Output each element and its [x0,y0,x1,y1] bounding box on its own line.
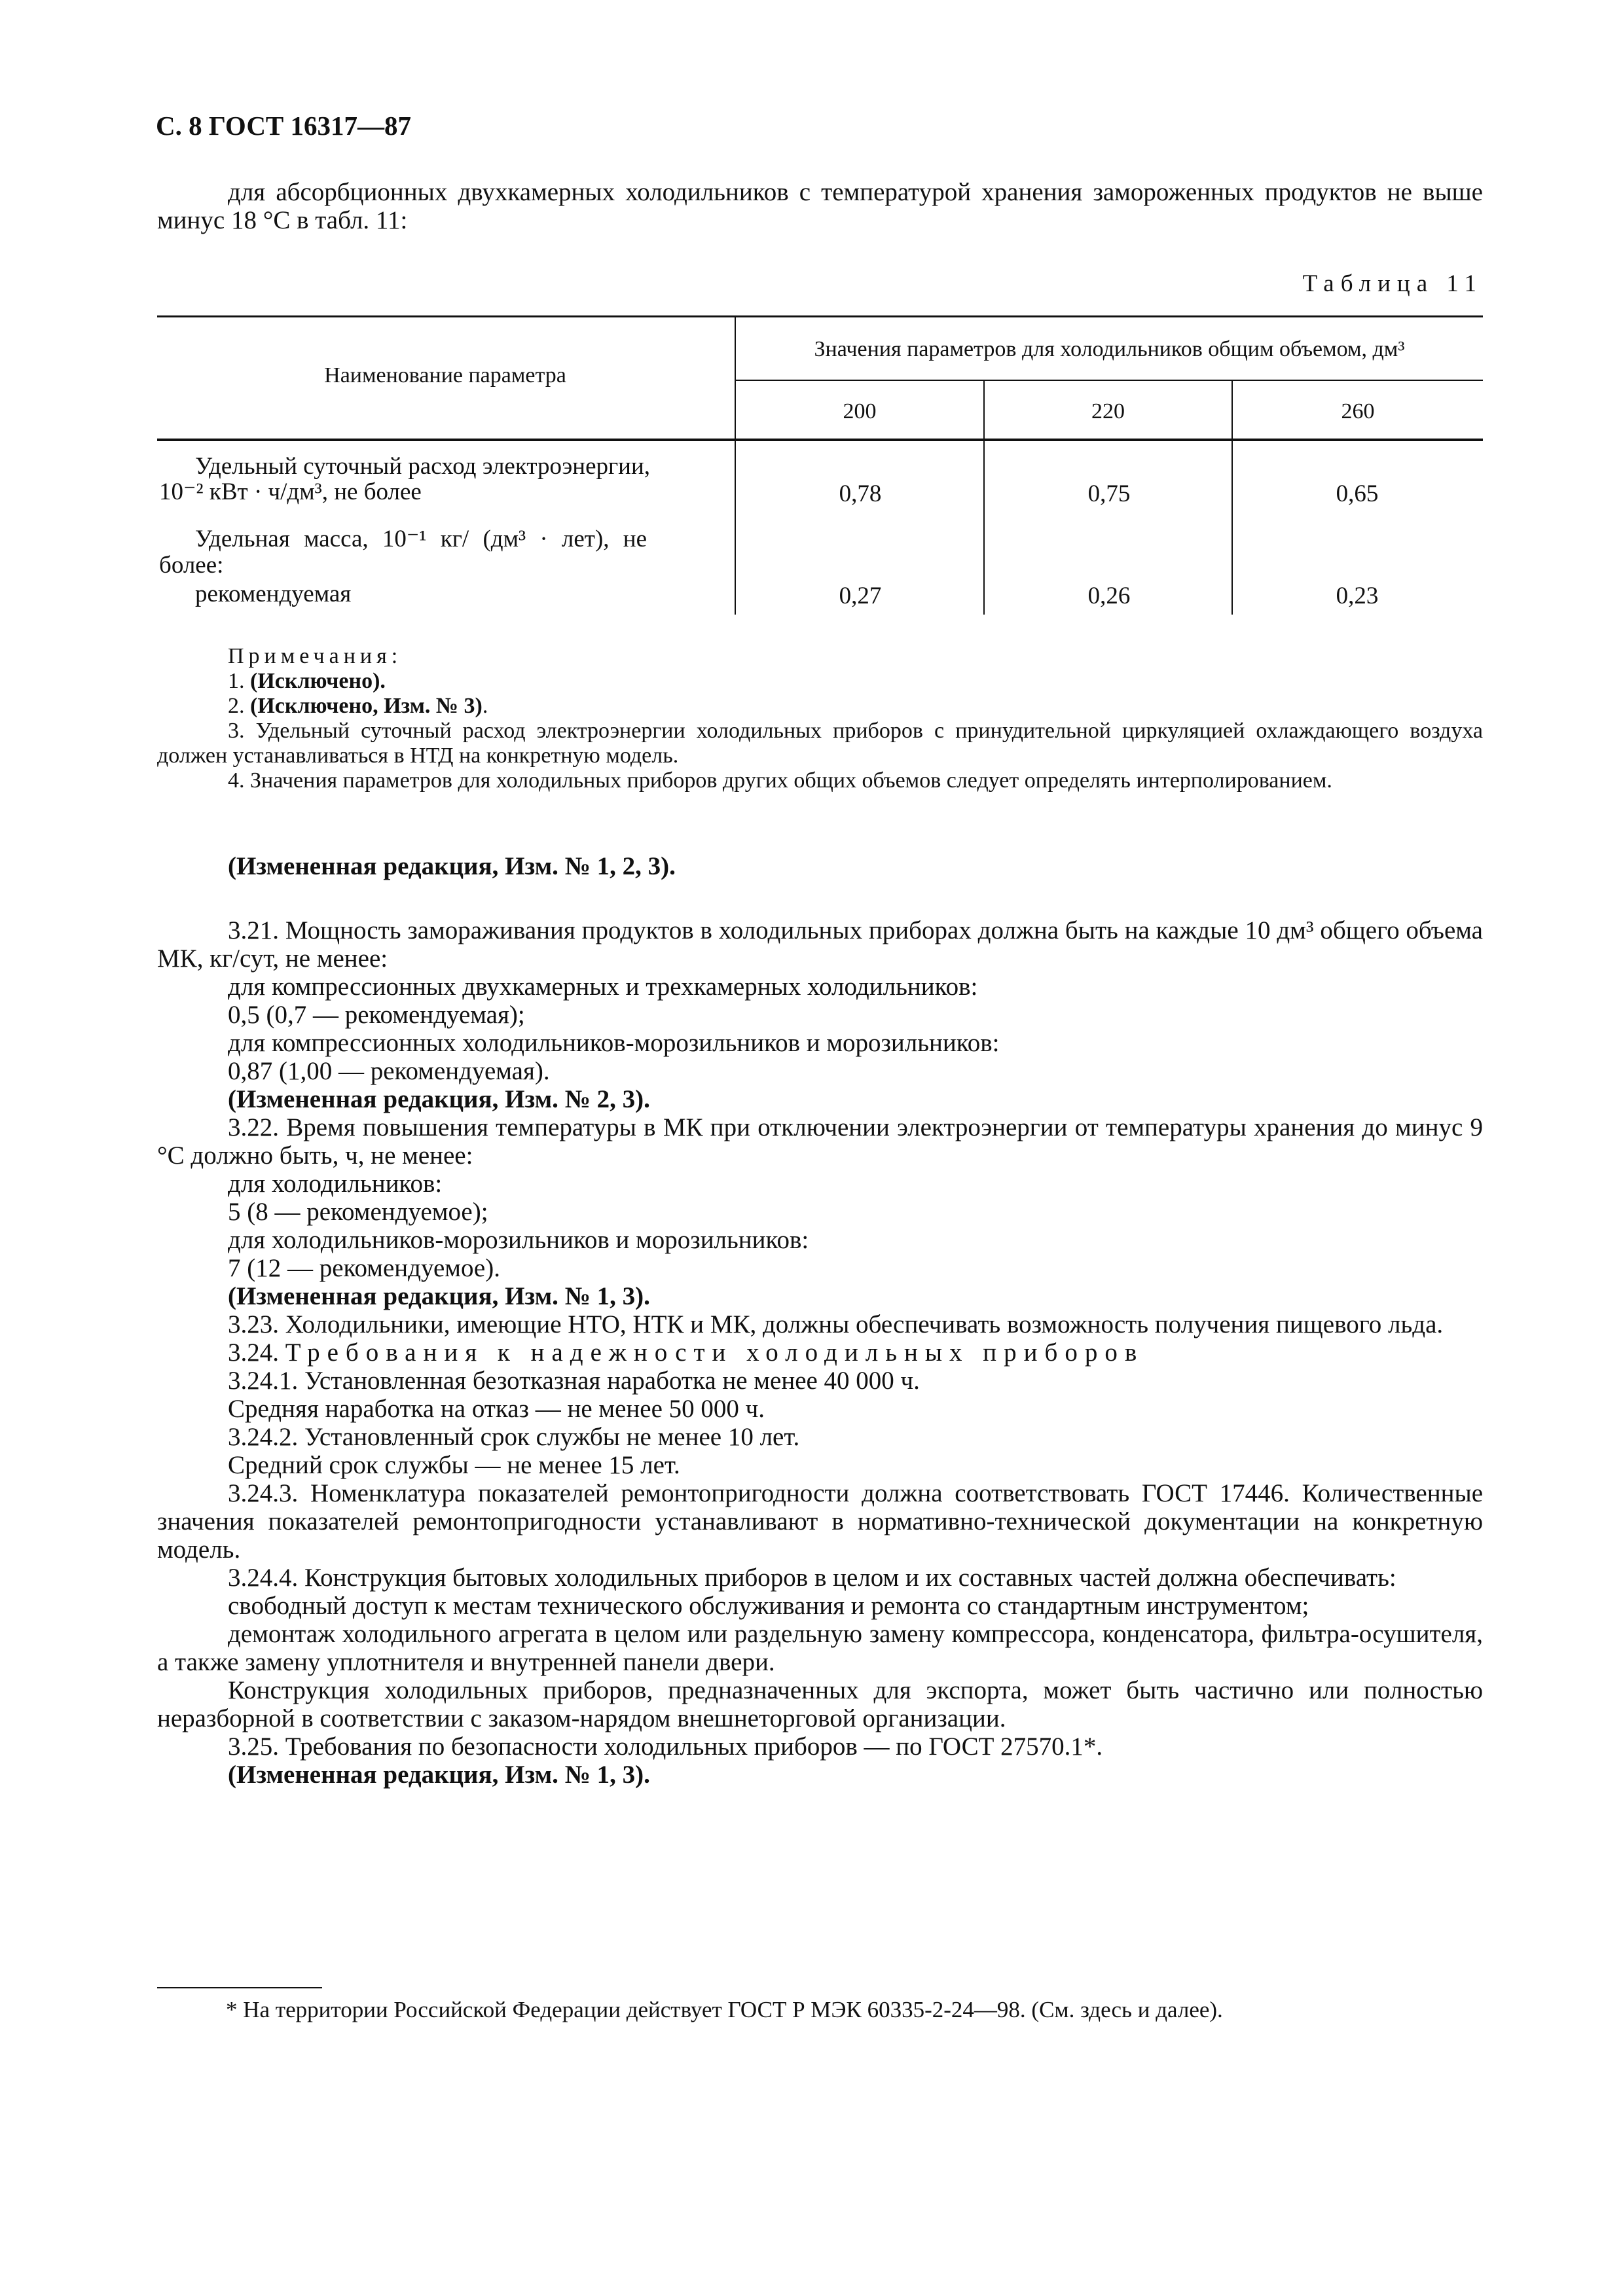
notes-title: Примечания: [228,644,403,668]
para-3-24-2: 3.24.2. Установленный срок службы не менее 10 лет. [228,1423,800,1451]
note-4: 4. Значения параметров для холодильных приборов других общих объемов следует определять интерполированием. [228,768,1332,793]
note-2-end: . [482,694,488,718]
intro-text: для абсорбционных двухкамерных холодильников с температурой хранения замороженных продуктов не выше минус 18 °С в табл. 11: [157,178,1483,234]
values-header: Значения параметров для холодильников общим объемом, дм³ [814,337,1405,361]
para-3-22: 3.22. Время повышения температуры в МК при отключении электроэнергии от температуры хранения до минус 9 °С должно быть, ч, не менее: [157,1113,1483,1170]
note-1-number: 1. [228,669,250,693]
para-3-25: 3.25. Требования по безопасности холодильных приборов — по ГОСТ 27570.1*. [228,1732,1103,1761]
body-section [157,916,1483,1789]
note-1-text: (Исключено). [250,669,386,693]
row2-param-line1: Удельная масса, 10⁻¹ кг/ (дм³ · лет), не [195,526,647,552]
para-3-24-title: Требования к надежности холодильных приборов [285,1338,1144,1367]
para-3-24-number: 3.24. [228,1338,285,1367]
para-3-22-a: для холодильников: [228,1170,443,1198]
row1-param-line2: 10⁻² кВт · ч/дм³, не более [159,478,422,505]
para-3-24-4-b: демонтаж холодильного агрегата в целом или раздельную замену компрессора, конденсатора, фильтра-осушителя, а также замену уплотнителя и внутренней панели двери. [157,1620,1483,1676]
column-header-200: 200 [843,399,877,423]
para-3-24-2-b: Средний срок службы — не менее 15 лет. [228,1451,680,1479]
note-2-number: 2. [228,694,250,718]
row2-value-200: 0,27 [839,583,882,609]
row1-value-220: 0,75 [1087,480,1131,507]
row2-value-220: 0,26 [1087,583,1131,609]
para-3-22-b: 5 (8 — рекомендуемое); [228,1198,488,1226]
revision-3-21: (Измененная редакция, Изм. № 2, 3). [228,1085,650,1113]
para-3-24-4: 3.24.4. Конструкция бытовых холодильных приборов в целом и их составных частей должна обеспечивать: [228,1564,1396,1592]
revision-3-22: (Измененная редакция, Изм. № 1, 3). [228,1282,650,1310]
intro-paragraph [157,178,1483,234]
row1-value-260: 0,65 [1336,480,1379,507]
table-top-rule [157,315,1483,317]
revision-3-25: (Измененная редакция, Изм. № 1, 3). [228,1761,650,1789]
footnote-rule [157,1987,322,1988]
table-subheader-rule [735,380,1483,381]
table-caption: Таблица 11 [1302,270,1483,297]
note-1 [157,669,1483,694]
footnote: * На территории Российской Федерации действует ГОСТ Р МЭК 60335-2-24—98. (См. здесь и далее). [226,1997,1223,2022]
row2-value-260: 0,23 [1336,583,1379,609]
table-header-rule [157,439,1483,441]
para-3-22-c: для холодильников-морозильников и морозильников: [228,1226,809,1254]
notes-section [157,644,1483,793]
para-3-24 [157,1338,1483,1367]
para-3-24-4-a: свободный доступ к местам технического обслуживания и ремонта со стандартным инструментом; [228,1592,1309,1620]
para-3-21-b: 0,5 (0,7 — рекомендуемая); [228,1001,525,1029]
note-2 [157,694,1483,719]
notes-revision [157,852,1483,880]
notes-revision-text: (Измененная редакция, Изм. № 1, 2, 3). [228,852,676,880]
row1-value-200: 0,78 [839,480,882,507]
para-3-24-1: 3.24.1. Установленная безотказная наработка не менее 40 000 ч. [228,1367,920,1395]
para-3-21-c: для компрессионных холодильников-морозильников и морозильников: [228,1029,1000,1057]
row2-param-line3: рекомендуемая [195,581,352,607]
row1-param-line1: Удельный суточный расход электроэнергии, [195,453,651,480]
column-header-260: 260 [1341,399,1375,423]
para-3-24-4-c: Конструкция холодильных приборов, предназначенных для экспорта, может быть частично или полностью неразборной в соответствии с заказом-нарядом внешнеторговой организации. [157,1676,1483,1732]
row2-param-line2: более: [159,552,224,579]
para-3-24-1-b: Средняя наработка на отказ — не менее 50 000 ч. [228,1395,765,1423]
para-3-23: 3.23. Холодильники, имеющие НТО, НТК и МК, должны обеспечивать возможность получения пищевого льда. [228,1310,1444,1338]
page-header: С. 8 ГОСТ 16317—87 [156,111,412,141]
para-3-24-3: 3.24.3. Номенклатура показателей ремонтопригодности должна соответствовать ГОСТ 17446. Количественные значения показателей ремонтопригодности устанавливают в нормативно-технической документации на конкретную модель. [157,1479,1483,1564]
para-3-21: 3.21. Мощность замораживания продуктов в холодильных приборах должна быть на каждые 10 дм³ общего объема МК, кг/сут, не менее: [157,916,1483,973]
column-header-220: 220 [1091,399,1125,423]
para-3-21-a: для компрессионных двухкамерных и трехкамерных холодильников: [228,973,978,1001]
note-2-text: (Исключено, Изм. № 3) [250,694,483,718]
para-3-21-d: 0,87 (1,00 — рекомендуемая). [228,1057,550,1085]
para-3-22-d: 7 (12 — рекомендуемое). [228,1254,500,1282]
note-3: 3. Удельный суточный расход электроэнергии холодильных приборов с принудительной циркуляцией охлаждающего воздуха должен устанавливаться в НТД на конкретную модель. [157,719,1483,768]
param-header: Наименование параметра [324,363,566,387]
